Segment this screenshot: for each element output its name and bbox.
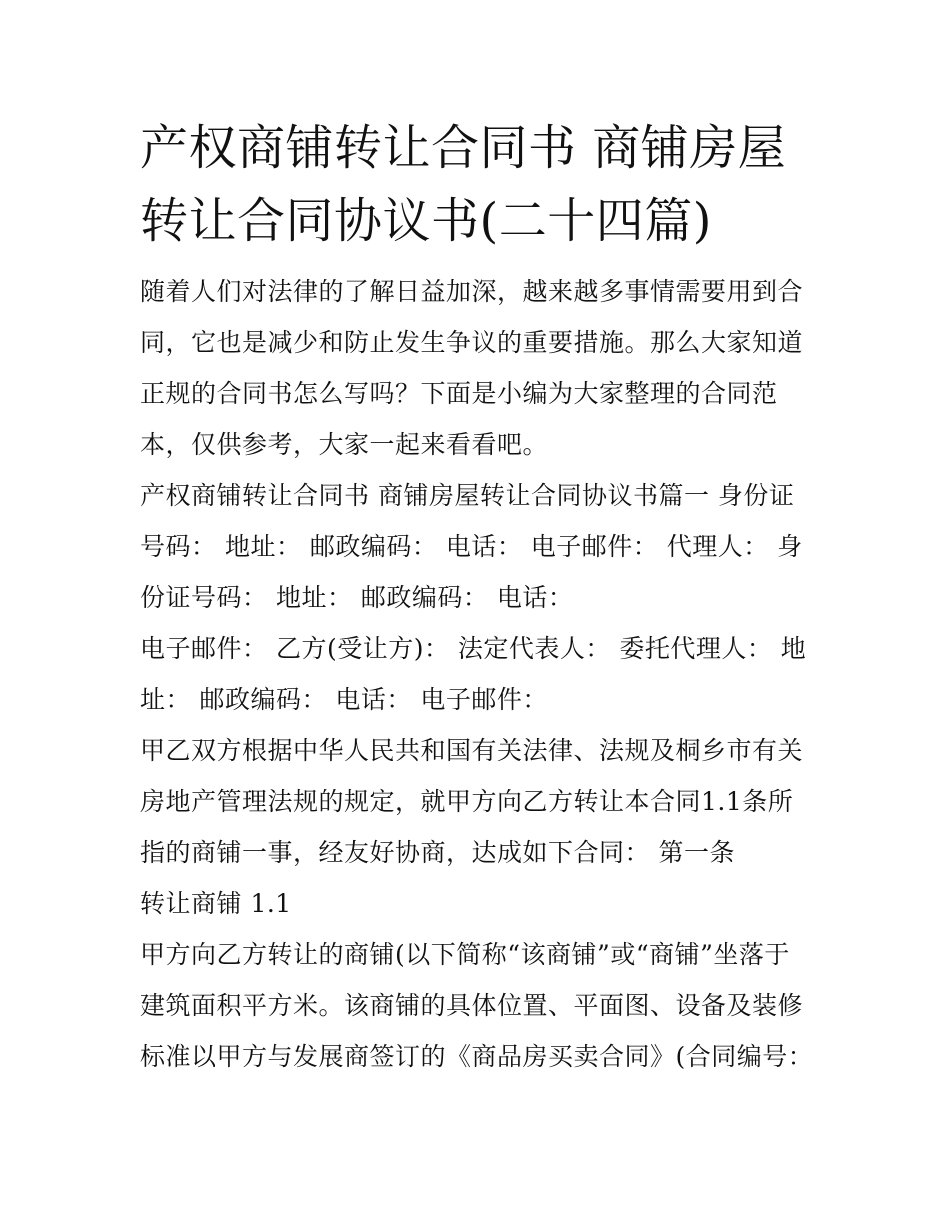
party-b-info-paragraph: 电子邮件： 乙方(受让方)： 法定代表人： 委托代理人： 地址： 邮政编码： 电话： 电子邮件： <box>140 634 807 714</box>
party-a-info-paragraph: 产权商铺转让合同书 商铺房屋转让合同协议书篇一 身份证号码： 地址： 邮政编码： 电话： 电子邮件： 代理人： 身份证号码： 地址： 邮政编码： 电话： <box>140 481 803 612</box>
document-body <box>140 112 815 1082</box>
clause-heading-paragraph: 转让商铺 1.1 <box>140 889 292 918</box>
agreement-basis-paragraph: 甲乙双方根据中华人民共和国有关法律、法规及桐乡市有关房地产管理法规的规定，就甲方向乙方转让本合同1.1条所指的商铺一事，经友好协商，达成如下合同： 第一条 <box>140 736 804 867</box>
document-title: 产权商铺转让合同书 商铺房屋转让合同协议书(二十四篇) <box>140 120 787 249</box>
intro-paragraph: 随着人们对法律的了解日益加深，越来越多事情需要用到合同，它也是减少和防止发生争议的重要措施。那么大家知道正规的合同书怎么写吗？下面是小编为大家整理的合同范本，仅供参考，大家一起来看看吧。 <box>140 277 804 459</box>
clause-body-paragraph: 甲方向乙方转让的商铺(以下简称“该商铺”或“商铺”坐落于建筑面积平方米。该商铺的具体位置、平面图、设备及装修标准以甲方与发展商签订的《商品房买卖合同》(合同编号： <box>140 940 814 1071</box>
